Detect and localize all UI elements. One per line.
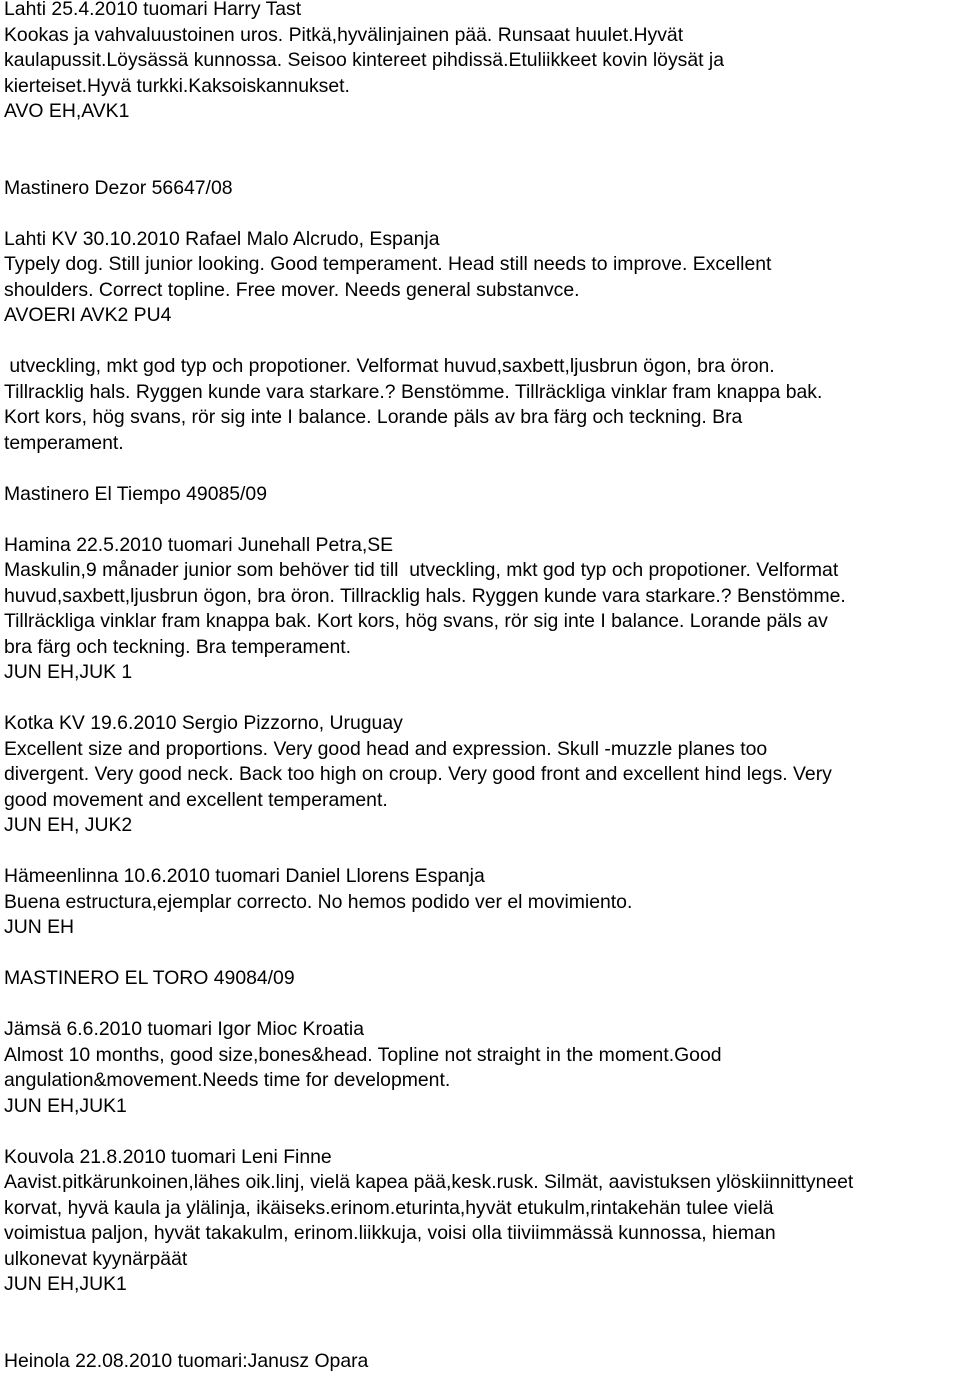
text-line: voimistua paljon, hyvät takakulm, erinom.liikkuja, voisi olla tiiviimmässä kunnossa, hieman (4, 1222, 776, 1244)
text-line: Tillracklig hals. Ryggen kunde vara starkare.? Benstömme. Tillräckliga vinklar fram knappa bak. (4, 380, 823, 403)
text-line: Hamina 22.5.2010 tuomari Junehall Petra,SE (4, 533, 394, 556)
text-line: AVO EH,AVK1 (4, 100, 130, 122)
blank-line (4, 686, 958, 712)
text-line: Heinola 22.08.2010 tuomari:Janusz Opara (4, 1349, 369, 1372)
text-line: kaulapussit.Löysässä kunnossa. Seisoo kintereet pihdissä.Etuliikkeet kovin löysät ja (4, 49, 725, 71)
text-line: huvud,saxbett,ljusbrun ögon, bra öron. Tillracklig hals. Ryggen kunde vara starkare.? Benstömme. (4, 584, 846, 607)
text-line: Aavist.pitkärunkoinen,lähes oik.linj, vielä kapea pää,kesk.rusk. Silmät, aavistuksen ylöskiinnittyneet (4, 1171, 854, 1193)
blank-line (4, 992, 958, 1018)
text-line: Typely dog. Still junior looking. Good temperament. Head still needs to improve. Excellent (4, 253, 772, 275)
text-line: ulkonevat kyynärpäät (4, 1247, 188, 1270)
text-line: bra färg och teckning. Bra temperament. (4, 635, 352, 658)
blank-line (4, 1298, 958, 1324)
text-line: JUN EH (4, 916, 75, 938)
text-line: Excellent size and proportions. Very good head and expression. Skull -muzzle planes too (4, 737, 768, 760)
text-line: Kotka KV 19.6.2010 Sergio Pizzorno, Uruguay (4, 712, 403, 734)
text-line: good movement and excellent temperament. (4, 788, 388, 811)
text-line: Mastinero El Tiempo 49085/09 (4, 482, 268, 505)
blank-line (4, 839, 958, 865)
document-body (4, 0, 958, 1374)
text-line: JUN EH,JUK 1 (4, 661, 133, 683)
text-line: Tillräckliga vinklar fram knappa bak. Kort kors, hög svans, rör sig inte I balance. Lorande päls av (4, 610, 828, 632)
blank-line (4, 125, 958, 151)
blank-line (4, 150, 958, 176)
text-line: MASTINERO EL TORO 49084/09 (4, 967, 295, 989)
text-line: Lahti KV 30.10.2010 Rafael Malo Alcrudo, Espanja (4, 227, 440, 250)
text-line: divergent. Very good neck. Back too high on croup. Very good front and excellent hind legs. Very (4, 763, 832, 785)
blank-line (4, 201, 958, 227)
text-line: Kouvola 21.8.2010 tuomari Leni Finne (4, 1145, 332, 1168)
text-line: Maskulin,9 månader junior som behöver tid till utveckling, mkt god typ och propotioner. Velformat (4, 559, 839, 581)
text-line: Mastinero Dezor 56647/08 (4, 176, 233, 199)
text-line: Almost 10 months, good size,bones&head. Topline not straight in the moment.Good (4, 1043, 722, 1066)
blank-line (4, 1119, 958, 1145)
text-line: korvat, hyvä kaula ja ylälinja, ikäiseks.erinom.eturinta,hyvät etukulm,rintakehän tulee vielä (4, 1196, 774, 1219)
text-line: utveckling, mkt god typ och propotioner. Velformat huvud,saxbett,ljusbrun ögon, bra öron. (4, 355, 775, 377)
text-line: Buena estructura,ejemplar correcto. No hemos podido ver el movimiento. (4, 890, 633, 913)
text-line: Lahti 25.4.2010 tuomari Harry Tast (4, 0, 302, 20)
text-line: Kookas ja vahvaluustoinen uros. Pitkä,hyvälinjainen pää. Runsaat huulet.Hyvät (4, 23, 684, 46)
blank-line (4, 1323, 958, 1349)
text-line: shoulders. Correct topline. Free mover. Needs general substanvce. (4, 278, 580, 301)
text-line: angulation&movement.Needs time for development. (4, 1069, 451, 1091)
text-line: Hämeenlinna 10.6.2010 tuomari Daniel Llorens Espanja (4, 865, 485, 887)
text-line: JUN EH,JUK1 (4, 1273, 127, 1295)
text-line: kierteiset.Hyvä turkki.Kaksoiskannukset. (4, 74, 350, 97)
blank-line (4, 456, 958, 482)
text-line: JUN EH,JUK1 (4, 1094, 127, 1117)
text-line: AVOERI AVK2 PU4 (4, 304, 172, 326)
text-line: Kort kors, hög svans, rör sig inte I balance. Lorande päls av bra färg och teckning. Bra (4, 406, 743, 428)
blank-line (4, 507, 958, 533)
blank-line (4, 941, 958, 967)
text-line: JUN EH, JUK2 (4, 814, 133, 836)
text-line: temperament. (4, 431, 124, 454)
blank-line (4, 329, 958, 355)
text-line: Jämsä 6.6.2010 tuomari Igor Mioc Kroatia (4, 1018, 364, 1040)
